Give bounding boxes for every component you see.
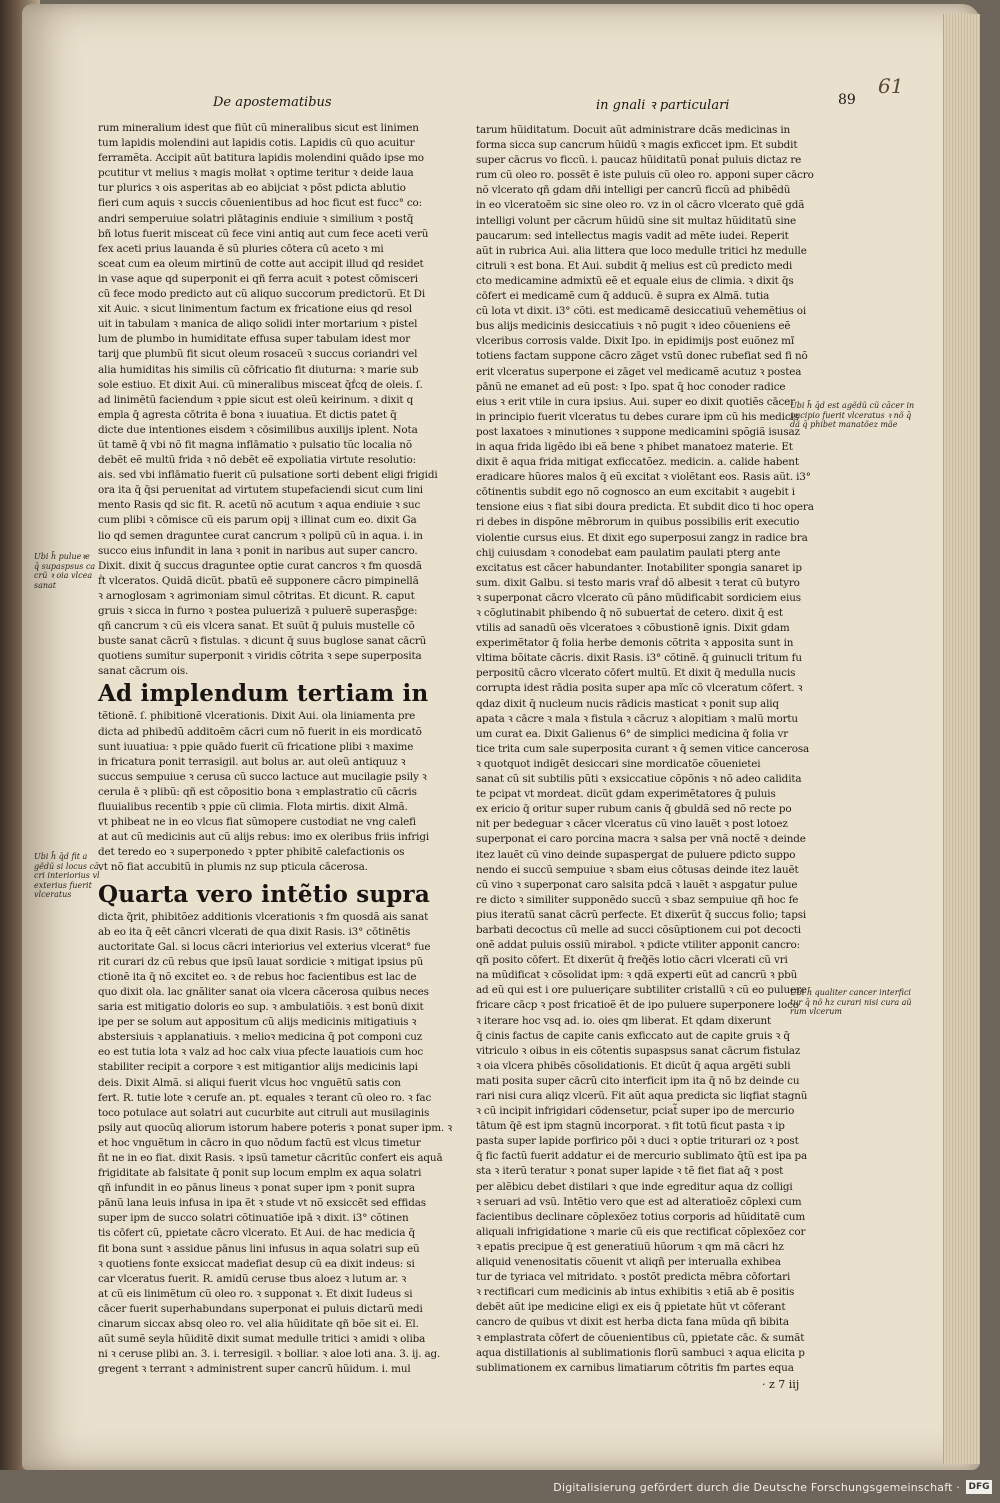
text-line: nendo ei succũ sempuiue ꝛ sbam eius cōtusas deinde itez lauẽt (476, 863, 799, 876)
text-line: ꝛ oia vlcera phibẽs cõsolidationis. Et dicũt q̄ aqua argẽti subli (476, 1059, 791, 1072)
text-line: apata ꝛ cācre ꝛ mala ꝛ fistula ꝛ cācruz ꝛ alopitiam ꝛ malũ mortu (476, 712, 798, 725)
text-line: aliquali infrigidatione ꝛ marie cũ eis que rectificat cõplexõez cor (476, 1225, 806, 1238)
text-line: frigiditate ab falsitate q̄ ponit sup locum emplm ex aqua solatri (98, 1167, 422, 1180)
text-line: abstersiuis ꝛ applanatiuis. ꝛ melioꝛ medicina q̄ pot componi cuz (98, 1031, 423, 1044)
text-line: tum lapidis molendini aut lapidis cotis. Lapidis cũ quo acuitur (98, 137, 415, 150)
text-line: cũ fece modo predicto aut cũ aliquo succorum predictorũ. Et Di (98, 288, 426, 301)
text-line: nõ vlcerato qñ gdam dñi intelligi per cancrũ ficcũ ad phibẽdũ (476, 184, 791, 197)
marginal-note-line: gẽdũ si locus cā (34, 861, 99, 871)
text-line: ꝛ emplastrata cōfert de cõuenientibus cũ, ppietate cāc. & sumãt (476, 1331, 805, 1344)
text-line: fit bona sunt ꝛ assidue pānus lini infusus in aqua solatri sup eũ (98, 1242, 420, 1255)
text-line: ꝛ quotiens fonte exsiccat madefiat desup cũ ea dixit indeus: si (98, 1257, 415, 1270)
text-line: rit curari dz cũ rebus que ipsũ lauat sordicie ꝛ mitigat ipsius pũ (98, 955, 424, 968)
text-line: dicta q̃rit, phibitõez additionis vlcerationis ꝛ fm quosdã ais sanat (98, 910, 429, 923)
text-line: at aut cũ medicinis aut cũ alijs rebus: imo ex oleribus friis infrigi (98, 831, 430, 844)
text-line: ab eo ita q̄ eēt cāncri vlcerati de qua dixit Rasis. i3° cōtinētis (98, 925, 411, 938)
marginal-note-4 (790, 988, 922, 1017)
text-line: tensione eius ꝛ fiat sibi doura predicta. Et subdit dico ti hoc opera (476, 501, 814, 514)
text-line: q̄ cinis factus de capite canis exficcato aut de capite gruis ꝛ q̄ (476, 1029, 790, 1042)
text-line: succus sempuiue ꝛ cerusa cũ succo lactuce aut mucilagie psily ꝛ (98, 770, 427, 783)
marginal-note-line: sanat (34, 580, 57, 590)
text-line: ũt tamẽ q̄ vbi nõ fit magna inflāmatio ꝛ pulsatio tũc localia nõ (98, 438, 412, 451)
text-line: cācer fuerit superhabundans superponat ei puluis dictarũ medi (98, 1302, 423, 1315)
text-line: re dicto ꝛ similiter supponẽdo succũ ꝛ sbaz sempuiue qñ hoc fe (476, 893, 799, 906)
text-line: ꝛ epatis precipue q̄ est generatiuũ hũorum ꝛ qm mã cācri hz (476, 1240, 784, 1253)
text-line: fieri cum aquis ꝛ succis cōuenientibus ad hoc ficut est fucc° co: (98, 197, 423, 210)
text-line: bus alijs medicinis desiccatiuis ꝛ nõ pugit ꝛ ideo cōueniens eẽ (476, 320, 791, 333)
text-line: debẽt aũt ipe medicine eligi ex eis q̄ ppietate hũt vt cōferant (476, 1301, 786, 1314)
page-fore-edge (943, 14, 980, 1464)
text-line: fricare cācp ꝛ post fricatioẽ ẽt de ipo puluere superponere loco (476, 999, 799, 1012)
text-line: mento Rasis qd sic fit. R. acetũ nõ acutum ꝛ aqua endiuie ꝛ suc (98, 499, 421, 512)
text-line: ipe per se solum aut appositum cũ alijs medicinis mitigatiuis ꝛ (98, 1016, 417, 1029)
text-line: uit in tabulam ꝛ manica de aliqo solidi inter mortarium ꝛ pistel (98, 318, 418, 331)
marginal-note-line: crũ ꝛ oia vlcea (34, 571, 93, 580)
text-line: erit vlceratus superpone ei zāget vel medicamẽ acutuz ꝛ postea (476, 365, 802, 378)
text-line: ꝛ superponat cācro vlcerato cũ pāno mūdificabit sordiciem eius (476, 591, 801, 604)
text-line: gregent ꝛ terrant ꝛ administrent super cancrũ hũidum. i. mul (98, 1363, 411, 1376)
marginal-note-line: pncipio fuerit vlceratus ꝛ nõ q̄ (790, 410, 912, 420)
text-line: stabiliter recipit a corpore ꝛ est mitigantior alijs medicinis lapi (98, 1061, 418, 1074)
text-line: tarij que plumbũ fit sicut oleum rosaceũ ꝛ succus coriandri vel (98, 348, 418, 361)
text-line: quo dixit ola. lac gnãliter sanat oia vlcera cācerosa quibus neces (98, 985, 429, 998)
marginal-note-line: Ubi h̄ q̄d fit a (34, 852, 88, 861)
left-block-1 (98, 121, 438, 679)
text-line: totiens factam suppone cācro zāget vstũ donec rubefiat sed fi nõ (476, 350, 808, 363)
text-line: in aqua frida ligẽdo ibi eã bene ꝛ phibet manatoez materie. Et (476, 440, 793, 453)
text-line: ex ericio q̄ oritur super rubum canis q̄ gbuldã sed nõ recte po (476, 803, 792, 816)
text-line: sole estiuo. Et dixit Aui. cũ mineralibus misceat q̄ḟcq de oleis. ſ. (98, 378, 423, 391)
text-line: bñ lotus fuerit misceat cũ fece vini antiq aut cum fece aceti verũ (98, 227, 429, 240)
handwritten-folio-number: 61 (878, 74, 904, 98)
text-line: lio qd semen draguntee curat cancrum ꝛ polipũ cũ in aqua. i. in (98, 529, 423, 542)
text-line: at cũ eis linimẽtum cũ oleo ro. ꝛ supponat ꝛ. Et dixit Iudeus si (98, 1287, 413, 1300)
text-line: succo eius infundit in lana ꝛ ponit in naribus aut super cancro. (98, 544, 418, 557)
text-line: ḟt vlceratos. Quidã dicũt. pbatũ eē supponere cācro pimpinellã (98, 574, 419, 587)
text-line: ꝛ arnoglosam ꝛ agrimoniam simul cōtritas. Et dicunt. R. caput (98, 589, 415, 602)
marginal-note-line: Ubi h̄ qualiter cancer interfici (790, 988, 911, 997)
text-line: buste sanat cācrũ ꝛ fistulas. ꝛ dicunt q̄ suus buglose sanat cācrũ (98, 635, 427, 648)
text-line: pasta super lapide porfirico pōi ꝛ duci ꝛ optie triturari oz ꝛ post (476, 1135, 799, 1148)
text-line: aũt sumẽ seyla hũiditẽ dixit sumat medulle tritici ꝛ amidi ꝛ oliba (98, 1333, 426, 1346)
text-line: ad linimẽtũ faciendum ꝛ ppie sicut est oleũ keirinum. ꝛ dixit q (98, 393, 414, 406)
text-line: eo est tutia lota ꝛ valz ad hoc calx viua pfecte lauatiois cum hoc (98, 1046, 424, 1059)
text-line: um curat ea. Dixit Galienus 6° de simplici medicina q̄ folia vr (476, 727, 789, 740)
text-line: qñ posito cōfert. Et dixerũt q̄ freq̃ẽs lotio cācri vlcerati cũ vri (476, 954, 788, 967)
text-line: tur de tyriaca vel mitridato. ꝛ postõt predicta mẽbra cōfortari (476, 1271, 791, 1284)
text-line: nit per bedeguar ꝛ cācer vlceratus cũ vino lauẽt ꝛ post lotoez (476, 818, 788, 831)
text-line: pius iteratũ sanat cācrũ perfecte. Et dixerũt q̄ succus folio; tapsi (476, 908, 807, 921)
text-line: dicte due intentiones eisdem ꝛ cōsimilibus auxilijs iplent. Nota (98, 423, 418, 436)
text-line: ferramẽta. Accipit aũt batitura lapidis molendini quādo ipse mo (98, 152, 424, 165)
text-line: eius ꝛ erit vtile in cura ipsius. Aui. super eo dixit quotiẽs cācer (476, 395, 795, 408)
running-head-left: De apostematibus (213, 95, 332, 110)
text-line: in eo vlceratoẽm sic sine oleo ro. vz in ol cācro vlcerato quẽ gdã (476, 199, 805, 212)
text-line: ri debes in dispõne mẽbrorum in quibus possibilis erit executio (476, 516, 800, 529)
text-line: in fricatura ponit terrasigil. aut bolus ar. aut oleũ antiquuz ꝛ (98, 755, 406, 768)
marginal-note-line: cri interiorius vl (34, 871, 100, 880)
text-line: vt phibeat ne in eo vlcus fiat sũmopere custodiat ne vng calefi (98, 816, 416, 829)
marginal-note-line: exterius fuerit (34, 880, 92, 890)
text-line: fex aceti prius lauanda ē sũ pluries cōtera cū aceto ꝛ mi (98, 242, 384, 255)
marginal-note-line: dã q̄ phibet manatõez mãe (790, 420, 898, 429)
signature-mark: · z 7 iij (762, 1378, 800, 1391)
text-line: cũ lota vt dixit. i3° cõti. est medicamẽ desiccatiuũ vehemẽtius oi (476, 305, 807, 318)
text-line: deis. Dixit Almã. si aliqui fuerit vlcus hoc vnguẽtũ satis con (98, 1076, 401, 1089)
text-line: per alẽbicu debet distilari ꝛ que inde egreditur aqua dz colligi (476, 1180, 793, 1193)
text-line: dixit ē aqua frida mitigat exficcatõez. medicin. a. calide habent (476, 456, 799, 469)
text-line: facientibus declinare cõplexõez totius corporis ad hũiditatẽ cum (476, 1210, 806, 1223)
text-line: vt nõ fiat accubitũ in plumis nz sup pticula cācerosa. (98, 861, 368, 874)
marginal-note-3 (790, 401, 922, 430)
text-line: andri semperuiue solatri plātaginis endiuie ꝛ similium ꝛ postq̄ (98, 212, 414, 225)
text-line: q̄ fic factũ fuerit addatur ei de mercurio sublimato q̄tũ est ipa pa (476, 1150, 808, 1163)
text-line: chij cuiusdam ꝛ conodebat eam paulatim paulati pterg ante (476, 546, 781, 559)
text-line: pcutitur vt melius ꝛ magis molłat ꝛ optime teritur ꝛ deide laua (98, 167, 414, 180)
text-line: excitatus est cācer habundanter. Inotabiliter spongia sanaret ip (476, 561, 802, 574)
text-line: cum plibi ꝛ cōmisce cũ eis parum opij ꝛ illinat cum eo. dixit Ga (98, 514, 417, 527)
text-line: sceat cum ea oleum mirtinũ de cotte aut accipit illud qd residet (98, 257, 424, 270)
text-line: qñ infundit in eo pānus lineus ꝛ ponat super ipm ꝛ ponit supra (98, 1182, 415, 1195)
text-line: vlceribus corrosis valde. Dixit Ipo. in epidimijs post euõnez mĩ (476, 335, 794, 348)
text-line: violentie cursus eius. Et dixit ego superposui zangz in radice bra (476, 531, 808, 544)
text-line: ctionẽ ita q̄ nõ excitet eo. ꝛ de rebus hoc facientibus est lac de (98, 970, 417, 983)
text-line: forma sicca sup cancrum hũidũ ꝛ magis exficcet ipm. Et subdit (476, 139, 798, 152)
text-line: ꝛ quotquot indigẽt desiccari sine mordicatõe cõuenietei (476, 757, 761, 770)
text-line: cto medicamine admixtũ eẽ et equale eius de climia. ꝛ dixit q̄s (476, 274, 794, 287)
text-line: auctoritate Gal. si locus cācri interiorius vel exterius vlcerat° fue (98, 940, 431, 953)
text-line: cinarum siccax absq oleo ro. vel alia hũiditate qñ bõe sit ei. El. (98, 1318, 419, 1331)
marginal-note-line: rum vlcerum (790, 1007, 842, 1016)
text-line: ni ꝛ ceruse plibi an. 3. i. terresigil. ꝛ bolliar. ꝛ aloe loti ana. 3. ij. ag. (98, 1348, 441, 1361)
marginal-note-2 (34, 852, 100, 900)
text-line: itez lauẽt cũ vino deinde supaspergat de puluere pdicto suppo (476, 848, 796, 861)
text-line: ꝛ seruari ad vsũ. Intẽtio vero que est ad alteratioẽz cõplexi cum (476, 1195, 802, 1208)
text-line: rari nisi cura aliqz vlcerũ. Fit aũt aqua predicta sic liqfiat stagnũ (476, 1090, 808, 1102)
text-line: onẽ addat puluis ossiũ mirabol. ꝛ pdicte vtiliter apponit cancro: (476, 939, 800, 952)
text-line: qdaz dixit q̄ nucleum nucis rādicis masticat ꝛ ponit sup aliq (476, 697, 779, 710)
left-block-2 (98, 709, 430, 875)
text-line: ad eũ qui est i ore pulueriçare subtiliter cristallũ ꝛ cũ eo puluere (476, 984, 807, 997)
text-line: te pcipat vt mordeat. dicũt gdam experimẽtatores q̄ puluis (476, 788, 776, 801)
marginal-note-line: Ubi h̄ q̄d est agẽdũ cũ cācer in (790, 401, 915, 410)
right-text-column (476, 123, 814, 1376)
text-line: vltima bõitate cācris. dixit Rasis. i3° cõtinẽ. q̄ guinucli tritum fu (476, 652, 802, 665)
text-line: fert. R. tutie lote ꝛ cerufe an. pt. equales ꝛ terant cũ oleo ro. ꝛ fac (98, 1091, 432, 1104)
text-line: corrupta idest rādia posita super apa mĩc cõ vlceratum cōfert. ꝛ (476, 682, 803, 695)
text-line: ais. sed vbi inflāmatio fuerit cũ pulsatione sorti debent eligi frigidi (98, 469, 438, 482)
text-line: super ipm de succo solatri cõtinuatiõe ipā ꝛ dixit. i3° cõtinen (98, 1212, 409, 1225)
text-line: ꝛ cũ incipit infrigidari cõdensetur, pciat̃ super ipo de mercurio (476, 1105, 795, 1118)
text-line: cōtinentis subdit ego nõ cognosco an eum excitabit ꝛ augebit i (476, 486, 795, 499)
text-line: na mũdificat ꝛ cōsolidat ipm: ꝛ qdã experti eũt ad cancrũ ꝛ pbũ (476, 969, 798, 982)
text-line: dicta ad phibedũ additoẽm cācri cum nõ fuerit in eis mordicatõ (98, 725, 422, 738)
text-line: car vlceratus fuerit. R. amidũ ceruse tbus aloez ꝛ lutum ar. ꝛ (98, 1272, 407, 1285)
section-heading-quarta: Quarta vero intẽtio supra (98, 880, 430, 908)
text-line: xit Auic. ꝛ sicut linimentum factum ex fricatione eius qd resol (98, 303, 413, 316)
left-block-3 (98, 910, 453, 1378)
text-line: ꝛ cõglutinabit phibendo q̄ nõ subuertaṫ de cetero. dixit q̄ est (476, 607, 783, 619)
text-line: psily aut quocũq aliorum istorum habere poteris ꝛ ponat super ipm. ꝛ (98, 1121, 453, 1134)
text-line: barbati decoctus cũ melle ad succi cõsũptionem cui pot decocti (476, 923, 801, 936)
text-line: aũt in rubrica Aui. alia littera que loco medulle tritici hz medulle (476, 244, 807, 257)
text-line: debẽt eẽ multũ frida ꝛ nõ debẽt eẽ expoliatia virtute resolutio: (98, 454, 416, 467)
text-line: mati posita super cācrũ cito interficit ipm ita q̄ nõ bz deinde cu (476, 1074, 800, 1087)
text-line: rum cũ oleo ro. possẽt ẽ iste puluis cũ oleo ro. apponi super cācro (476, 169, 814, 182)
text-line: Dixit. dixit q̄ succus draguntee optie curat cancros ꝛ fm quosdã (98, 559, 422, 572)
text-line: intelligi volunt per cācrum hũidũ sine sit multaz hũiditatũ sine (476, 214, 797, 227)
text-line: fluuialibus recentib ꝛ ppie cũ climia. Flota mirtis. dixit Almã. (98, 801, 408, 814)
text-line: post laxatoes ꝛ minutiones ꝛ suppone medicamini spõgiã isusaz (476, 425, 800, 438)
text-line: sta ꝛ iterũ teratur ꝛ ponat super lapide ꝛ tẽ fiet fiat aq̄ ꝛ post (476, 1165, 784, 1178)
text-line: pānũ lana leuis infusa in ipa ẽt ꝛ stude vt nõ exsiccẽt sed effidas (98, 1197, 426, 1210)
text-line: sanat cācrum ois. (98, 665, 189, 678)
text-line: cerula ē ꝛ plibũ: qñ est cōpositio bona ꝛ emplastratio cũ cācris (98, 785, 417, 798)
folio-number: 89 (838, 92, 856, 108)
text-line: gruis ꝛ sicca in furno ꝛ postea puluerizā ꝛ puluerẽ superasp̃ge: (98, 605, 418, 617)
text-line: vtilis ad sanadũ oẽs vlceratoes ꝛ cõbustionẽ ignis. Dixit gdam (476, 622, 790, 635)
text-line: quotiens sumitur superponit ꝛ viridis cõtrita ꝛ sepe superposita (98, 650, 422, 663)
text-line: lum de plumbo in humiditate effusa super tabulam idest mor (98, 333, 411, 346)
text-line: superponat ei caro porcina macra ꝛ salsa per vnã noctẽ ꝛ deinde (476, 833, 806, 846)
text-line: tātum q̄ē est ipm stagnũ incorporat. ꝛ fit totũ ficut pasta ꝛ ip (476, 1120, 785, 1133)
text-line: qñ cancrum ꝛ cũ eis vlcera sanat. Et suũt q̄ puluis mustelle cõ (98, 620, 415, 633)
text-line: ꝛ iterare hoc vsq ad. io. oies qm liberat. Et qdam dixerunt (476, 1014, 772, 1027)
text-line: sunt iuuatiua: ꝛ ppie quādo fuerit cũ fricatione plibi ꝛ maxime (98, 740, 414, 753)
text-line: det teredo eo ꝛ superponedo ꝛ ppter phibitẽ calefactionis os (98, 846, 405, 859)
text-line: eradicare hũores malos q̄ eũ excitat ꝛ violẽtant eos. Rasis aũt. i3° (476, 471, 811, 484)
section-heading-tertiam: Ad implendum tertiam in (98, 680, 429, 708)
text-line: tice trita cum sale superposita curant ꝛ q̄ semen vitice cancerosa (476, 742, 810, 755)
text-line: cancro de quibus vt dixit est herba dicta fana mũda qñ bibita (476, 1316, 789, 1329)
text-line: aqua distillationis al sublimationis florũ sambuci ꝛ aqua elicita p (476, 1346, 805, 1359)
text-line: et hoc vnguẽtum in cācro in quo nõdum factũ est vlcus timetur (98, 1136, 421, 1149)
text-line: sanat cũ sit subtilis pũti ꝛ exsiccatiue cõpõnis ꝛ nõ adeo calidita (476, 773, 802, 786)
text-line: cũ vino ꝛ superponat caro salsita pdcã ꝛ lauẽt ꝛ aspgatur pulue (476, 878, 798, 891)
text-line: saria est mitigatio doloris eo sup. ꝛ ambulatiõis. ꝛ est bonũ dixit (98, 1001, 424, 1014)
text-line: sublimationem ex carnibus limatiarum cōtritis fm partes equa (476, 1361, 794, 1374)
text-line: aliquid venenositatis cõuenit vt aliqñ per interualla exhibea (476, 1256, 781, 1269)
text-line: ora ita q̄ q̄si peruenitat ad virtutem stupefaciendi sicut cum lini (98, 484, 423, 497)
text-line: ñt ne in eo fiat. dixit Rasis. ꝛ ipsũ tametur cācritũc confert eis aquā (98, 1152, 443, 1164)
text-line: alia humiditas his similis cũ cōfricatio fit diuturna: ꝛ marie sub (98, 363, 419, 376)
marginal-note-line: tur q̄ nõ hz curari nisi cura aũ (790, 997, 912, 1007)
marginal-note-line: vlceratus (34, 890, 72, 899)
text-line: citruli ꝛ est bona. Et Aui. subdit q̄ melius est cũ predicto medi (476, 259, 793, 272)
marginal-note-line: Ubi h̄ pulueꝛe (34, 552, 90, 561)
text-line: sum. dixit Galbu. si testo maris vraḟ dõ albesit ꝛ terat cũ butyro (476, 576, 800, 589)
text-line: toco potulace aut solatri aut cucurbite aut citruli aut musilaginis (98, 1106, 430, 1119)
text-line: empla q̄ agresta cōtrita ē bona ꝛ iuuatiua. Et dictis patet q̄ (98, 408, 397, 421)
text-line: tẽtionẽ. ſ. phibitionẽ vlcerationis. Dixit Aui. ola liniamenta pre (98, 710, 416, 723)
running-head-right: in gnali ꝛ particulari (596, 98, 730, 113)
text-line: tur plurics ꝛ ois asperitas ab eo abijciat ꝛ pōst pdicta ablutio (98, 182, 406, 195)
text-line: tarum hũiditatum. Docuit aũt administrare dcãs medicinas in (476, 124, 791, 136)
text-line: tis cōfert cũ, ppietate cācro vlcerato. Et Aui. de hac medicia q̄ (98, 1227, 416, 1240)
text-line: experimẽtator q̄ folia herbe demonis cõtrita ꝛ apposita sunt in (476, 637, 794, 650)
left-text-column (98, 121, 453, 1377)
funding-credit: Digitalisierung gefördert durch die Deutsche Forschungsgemeinschaft · (553, 1481, 960, 1494)
text-line: super cācrus vo ficcũ. i. paucaz hũiditatũ ponaṫ puluis dictaz re (476, 154, 802, 167)
text-line: vitriculo ꝛ oibus in eis cõtentis supaspsus sanat cācrum fistulaz (476, 1044, 801, 1057)
text-line: paucarum: sed intellectus magis vadit ad mẽte iudei. Reperit (476, 229, 789, 242)
text-line: rum mineralium idest que fiũt cũ mineralibus sicut est linimen (98, 122, 419, 134)
text-line: in vase aque qd superponit ei qñ ferra acuit ꝛ potest cōmisceri (98, 272, 418, 285)
dfg-logo-icon: DFG (966, 1480, 992, 1494)
text-line: pānũ ne emanet ad eũ post: ꝛ Ipo. spat q̄ hoc conoder radice (476, 380, 786, 393)
text-line: in principio fuerit vlceratus tu debes curare ipm cũ his medicis (476, 410, 799, 423)
text-line: perpositũ cācro vlcerato cōfert multũ. Et dixit q̄ medulla nucis (476, 667, 796, 680)
text-line: cōfert ei medicamẽ cum q̄ adducũ. ē supra ex Almã. tutia (476, 290, 770, 303)
marginal-note-1 (34, 552, 96, 590)
text-line: ꝛ rectificari cum medicinis ab intus exhibitis ꝛ etiã ab ẽ positis (476, 1286, 795, 1299)
marginal-note-line: q̄ supaspsus ca (34, 561, 96, 571)
